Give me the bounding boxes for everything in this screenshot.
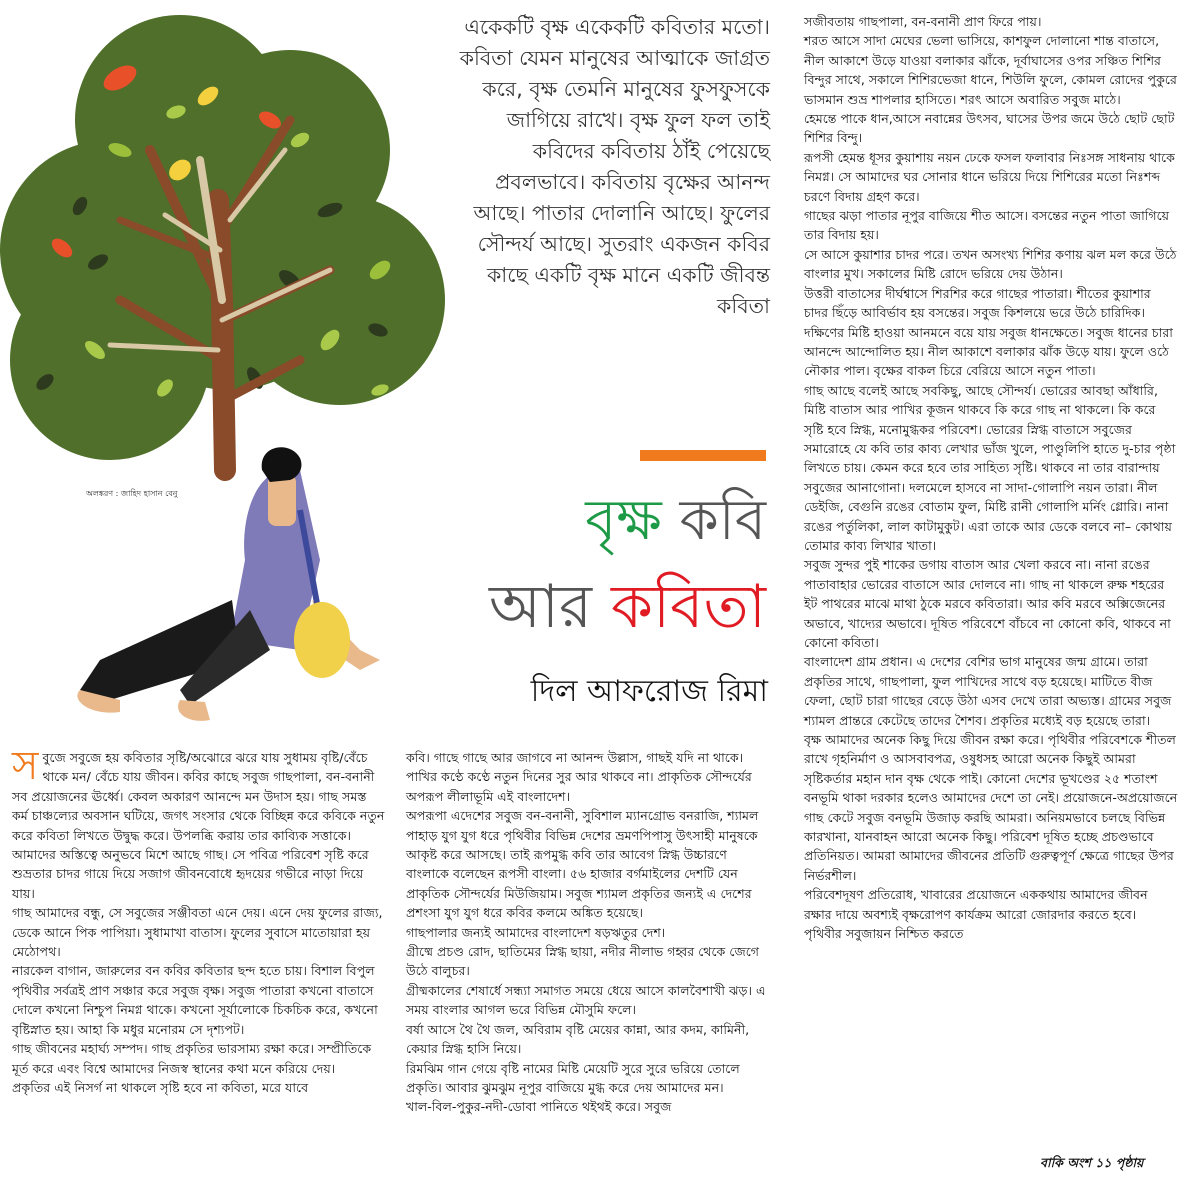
paragraph: গ্রীষ্মকালের শেষার্ধে সন্ধ্যা সমাগত সময়ে ধেয়ে আসে কালবৈশাখী ঝড়। এ সময় বাংলার আগল ভরে বিভিন্ন মৌসুমি ফলে। <box>406 982 766 1018</box>
title-word-4: কবিতা <box>611 572 766 642</box>
continued-notice: বাকি অংশ ১১ পৃষ্ঠায় <box>1040 1155 1144 1170</box>
paragraph: প্রকৃতির এই নিসর্গ না থাকলে সৃষ্টি হবে না কবিতা, মরে যাবে <box>12 1079 309 1095</box>
column-3 <box>804 12 1178 944</box>
paragraph: বাংলাদেশ গ্রাম প্রধান। এ দেশের বেশির ভাগ মানুষের জন্ম গ্রামে। তারা প্রকৃতির সাথে, গাছপালা, ফুল পাখিদের সাথে বড় হয়েছে। মাটিতে বীজ ফেলা, ছোট চারা গাছের বেড়ে উঠা এসব দেখে তারা অভ্যস্ত। গ্রামের সবুজ শ্যামল প্রান্তরে কেটেছে তাদের শৈশব। প্রকৃতির মধ্যেই বড় হয়েছে তারা। <box>804 654 1172 728</box>
illustration-credit: অলঙ্করণ : জাহিদ হাসান বেনু <box>86 489 178 498</box>
paragraph: উত্তরী বাতাসের দীর্ঘশ্বাসে শিরশির করে গাছের পাতারা। শীতের কুয়াশার চাদর ছিঁড়ে আবির্ভাব হয় বসন্তের। সবুজ কিশলয়ে ভরে উঠে চারিদিক। দক্ষিণের মিষ্টি হাওয়া আনমনে বয়ে যায় সবুজ ধানক্ষেতে। সবুজ ধানের চারা আনন্দে আন্দোলিত হয়। নীল আকাশে বলাকার ঝাঁক উড়ে যায়। ফুলে ওঠে নৌকার পাল। বৃক্ষের বাকল চিরে বেরিয়ে আসে নতুন পাতা। <box>804 285 1173 379</box>
paragraph: আমাদের অস্তিত্বে অনুভবে মিশে আছে গাছ। সে পবিত্র পরিবেশ সৃষ্টি করে শুভ্রতার চাদর গায়ে দিয়ে সজাগ জীবনবোধে হৃদয়ের গভীরে নাড়া দিয়ে যায়। <box>12 847 369 901</box>
paragraph: পরিবেশদূষণ প্রতিরোধ, খাবারের প্রয়োজনে এককথায় আমাদের জীবন রক্ষার দায়ে অবশ্যই বৃক্ষরোপণ কার্যক্রম আরো জোরদার করতে হবে। পৃথিবীর সবুজায়ন নিশ্চিত করতে <box>804 887 1148 942</box>
paragraph: কবি। গাছে গাছে আর জাগবে না আনন্দ উল্লাস, গাছই যদি না থাকে। পাখির কণ্ঠে কণ্ঠে নতুন দিনের সুর আর থাকবে না। প্রাকৃতিক সৌন্দর্যের অপরূপ লীলাভূমি এই বাংলাদেশ। <box>406 750 752 804</box>
column-1 <box>12 743 386 1097</box>
paragraph: বুজে সবুজে হয় কবিতার সৃষ্টি/অঝোরে ঝরে যায় সুধাময় বৃষ্টি/বেঁচে থাকে মন/ বেঁচে যায় জীবন। কবির কাছে সবুজ গাছপালা, বন-বনানী সব প্রয়োজনের ঊর্ধ্বে। কেবল অকারণ আনন্দে মন উদাস হয়। গাছ সমস্ত কর্ম চাঞ্চল্যের অবসান ঘটিয়ে, জগৎ সংসার থেকে বিচ্ছিন্ন করে কবিকে নতুন করে কবিতা লিখতে উদ্বুদ্ধ করে। উপলব্ধি করায় তার কাব্যিক সত্তাকে। <box>12 750 385 843</box>
paragraph: গাছপালার জন্যই আমাদের বাংলাদেশ ষড়ঋতুর দেশ। <box>406 924 666 940</box>
title-word-1: বৃক্ষ <box>585 488 662 553</box>
title-word-2: কবি <box>679 488 766 553</box>
drop-cap: স <box>12 743 39 789</box>
paragraph: গাছ আমাদের বন্ধু, সে সবুজের সঞ্জীবতা এনে দেয়। এনে দেয় ফুলের রাজ্য, ডেকে আনে পিক পাপিয়া। সুধামাখা বাতাস। ফুলের সুবাসে মাতোয়ারা হয় মেঠোপথ। <box>12 905 383 960</box>
pull-quote: একেকটি বৃক্ষ একেকটি কবিতার মতো। কবিতা যেমন মানুষের আত্মাকে জাগ্রত করে, বৃক্ষ তেমনি মানুষের ফুসফুসকে জাগিয়ে রাখে। বৃক্ষ ফুল ফল তাই কবিদের কবিতায় ঠাঁই পেয়েছে প্রবলভাবে। কবিতায় বৃক্ষের আনন্দ আছে। পাতার দোলানি আছে। ফুলের সৌন্দর্য আছে। সুতরাং একজন কবির কাছে একটি বৃক্ষ মানে একটি জীবন্ত কবিতা <box>459 15 770 318</box>
paragraph: হেমন্তে পাকে ধান,আসে নবান্নের উৎসব, ঘাসের উপর জমে উঠে ছোট ছোট শিশির বিন্দু। <box>804 111 1175 146</box>
paragraph: রিমঝিম গান গেয়ে বৃষ্টি নামের মিষ্টি মেয়েটি সুরে সুরে ভরিয়ে তোলে প্রকৃতি। আবার ঝুমঝুম নূপুর বাজিয়ে মুগ্ধ করে দেয় আমাদের মন। <box>406 1060 740 1095</box>
column-2 <box>406 748 772 1117</box>
paragraph: গ্রীষ্মে প্রচণ্ড রোদ, ছাতিমের স্নিগ্ধ ছায়া, নদীর নীলাভ গহ্বর থেকে জেগে উঠে বালুচর। <box>406 944 760 979</box>
paragraph: গাছ আছে বলেই আছে সবকিছু, আছে সৌন্দর্য। ভোরের আবছা আঁধারি, মিষ্টি বাতাস আর পাখির কূজন থাকবে কি করে গাছ না থাকলে। কি করে সৃষ্টি হবে স্নিগ্ধ, মনোমুগ্ধকর পরিবেশ। ভোরের স্নিগ্ধ বাতাসে সবুজের সমারোহে যে কবি তার কাব্য লেখার ভাঁজ খুলে, পাণ্ডুলিপি হাতে দু-চার পৃষ্ঠা লিখতে চায়। কেমন করে হবে তার সাহিত্য সৃষ্টি। থাকবে না তার বারান্দায় সবুজের আনাগোনা। দলমেলে হাসবে না সাদা-গোলাপি নয়ন তারা। নীল ডেইজি, বেগুনি রঙের বোতাম ফুল, মিষ্টি রানী গোলাপি মর্নিং গ্লোরি। নানা রঙের পর্তুলিকা, লাল কাটামুকুট। এরা তাকে আর ডেকে বলবে না– কোথায় তোমার কাব্য লিখার খাতা। <box>804 382 1176 553</box>
paragraph: খাল-বিল-পুকুর-নদী-ডোবা পানিতে থইথই করে। সবুজ <box>406 1099 672 1115</box>
paragraph: বর্ষা আসে থৈ থৈ জল, অবিরাম বৃষ্টি মেয়ের কান্না, আর কদম, কামিনী, কেয়ার স্নিগ্ধ হাসি নিয়ে। <box>406 1021 750 1057</box>
paragraph: শরত আসে সাদা মেঘের ভেলা ভাসিয়ে, কাশফুল দোলানো শান্ত বাতাসে, নীল আকাশে উড়ে যাওয়া বলাকার ঝাঁকে, দূর্বাঘাসের ওপর সঞ্চিত শিশির বিন্দুর সাথে, সকালে শিশিরভেজা ধানে, শিউলি ফুলে, কোমল রোদের পুকুরে ভাসমান শুভ্র শাপলার হাসিতে। শরৎ আসে অবারিত সবুজ মাঠে। <box>804 33 1177 107</box>
paragraph: গাছের ঝড়া পাতার নূপুর বাজিয়ে শীত আসে। বসন্তের নতুন পাতা জাগিয়ে তার বিদায় হয়। <box>804 208 1170 243</box>
title-line-2 <box>410 572 766 642</box>
tree-poet-illustration <box>0 0 460 740</box>
paragraph: সে আসে কুয়াশার চাদর পরে। তখন অসংখ্য শিশির কণায় ঝল মল করে উঠে বাংলার মুখ। সকালের মিষ্টি রোদে ভরিয়ে দেয় উঠান। <box>804 246 1177 282</box>
title-word-3: আর <box>488 572 592 642</box>
paragraph: নারকেল বাগান, জারুলের বন কবির কবিতার ছন্দ হতে চায়। বিশাল বিপুল পৃথিবীর সর্বত্রই প্রাণ সঞ্চার করে সবুজ বৃক্ষ। সবুজ পাতারা কখনো বাতাসে দোলে কখনো নিশ্চুপ নিমগ্ন থাকে। কখনো সূর্যালোকে চিকচিক করে, কখনো বৃষ্টিস্নাত হয়। আহা কি মধুর মনোরম সে দৃশ্যপট। <box>12 963 378 1037</box>
paragraph: সজীবতায় গাছপালা, বন-বনানী প্রাণ ফিরে পায়। <box>804 14 1042 29</box>
paragraph: অপরূপা এদেশের সবুজ বন-বনানী, সুবিশাল ম্যানগ্রোভ বনরাজি, শ্যামল পাহাড় যুগ যুগ ধরে পৃথিবীর বিভিন্ন দেশের ভ্রমণপিপাসু উৎসাহী মানুষকে আকৃষ্ট করে আসছে। তাই রূপমুগ্ধ কবি তার আবেগ স্নিগ্ধ উচ্চারণে বাংলাকে বলেছেন রূপসী বাংলা। ৫৬ হাজার বর্গমাইলের দেশটি যেন প্রাকৃতিক সৌন্দর্যের মিউজিয়াম। সবুজ শ্যামল প্রকৃতির জন্যই এ দেশের প্রশংসা যুগ যুগ ধরে কবির কলমে অঙ্কিত হয়েছে। <box>406 808 759 921</box>
title-line-1 <box>440 488 766 554</box>
author-byline: দিল আফরোজ রিমা <box>530 674 768 709</box>
accent-bar <box>640 450 766 461</box>
paragraph: বৃক্ষ আমাদের অনেক কিছু দিয়ে জীবন রক্ষা করে। পৃথিবীর পরিবেশকে শীতল রাখে গৃহনির্মাণ ও আসবাবপত্র, ওষুধসহ আরো অনেক কিছুই আমরা সৃষ্টিকর্তার মহান দান বৃক্ষ থেকে পাই। কোনো দেশের ভূখণ্ডের ২৫ শতাংশ বনভূমি থাকা দরকার হলেও আমাদের দেশে তা নেই। প্রয়োজনে-অপ্রয়োজনে গাছ কেটে সবুজ বনভূমি উজাড় করছি আমরা। অনিয়মভাবে চলছে বিভিন্ন কারখানা, যানবাহন আরো অনেক কিছু। পরিবেশ দূষিত হচ্ছে প্রচণ্ডভাবে প্রতিনিয়ত। আমরা আমাদের জীবনের প্রতিটি গুরুত্বপূর্ণ ক্ষেত্রে গাছের উপর নির্ভরশীল। <box>804 732 1178 883</box>
paragraph: সবুজ সুন্দর পুই শাকের ডগায় বাতাস আর খেলা করবে না। নানা রঙের পাতাবাহার ভোরের বাতাসে আর দোলবে না। গাছ না থাকলে রুক্ষ শহরের ইট পাথরের মাঝে মাথা ঠুকে মরবে কবিতারা। আর কবি মরবে অক্সিজেনের অভাবে, খাদ্যের অভাবে। দূষিত পরিবেশে বাঁচবে না কোনো কবি, থাকবে না কোনো কবিতা। <box>804 557 1171 650</box>
paragraph: রূপসী হেমন্ত ধূসর কুয়াশায় নয়ন ঢেকে ফসল ফলাবার নিঃসঙ্গ সাধনায় থাকে নিমগ্ন। সে আমাদের ঘর সোনার ধানে ভরিয়ে দিয়ে শিশিরের মতো নিঃশব্দ চরণে বিদায় গ্রহণ করে। <box>804 149 1175 204</box>
paragraph: গাছ জীবনের মহার্ঘ্য সম্পদ। গাছ প্রকৃতির ভারসাম্য রক্ষা করে। সম্প্রীতিকে মূর্ত করে এবং বিশ্বে আমাদের নিজস্ব স্থানের কথা মনে করিয়ে দেয়। <box>12 1041 372 1076</box>
